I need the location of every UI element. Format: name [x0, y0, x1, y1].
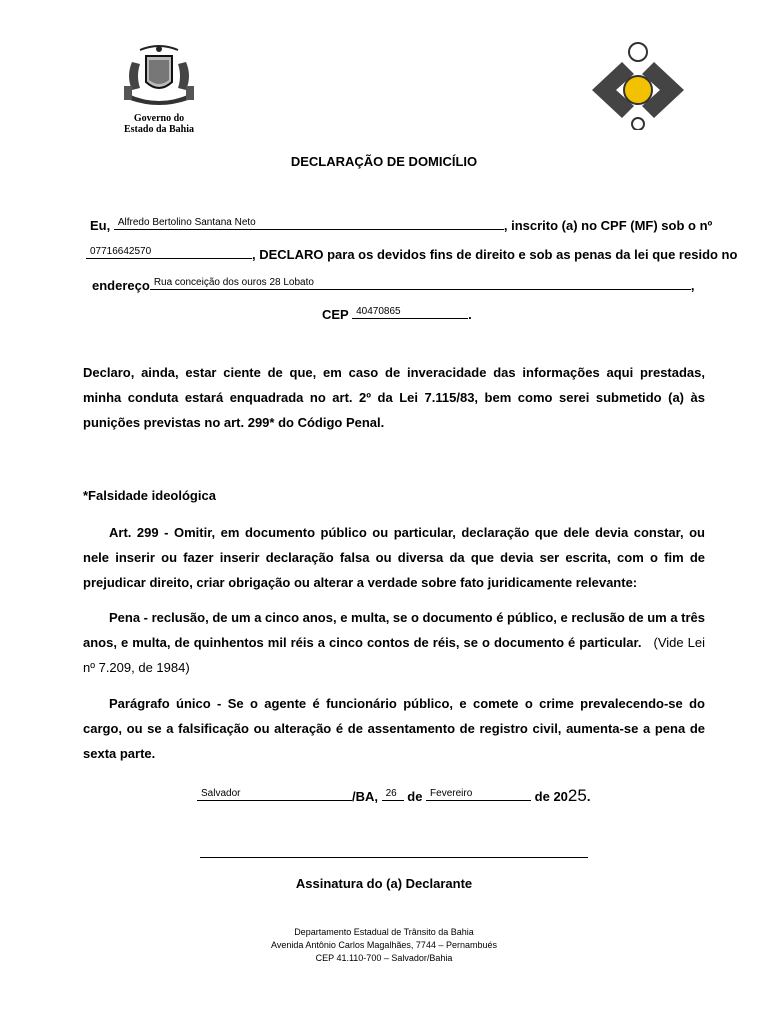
- coat-of-arms-icon: [118, 42, 200, 108]
- endereco-label: endereço: [92, 278, 150, 293]
- document-title: DECLARAÇÃO DE DOMICÍLIO: [290, 154, 478, 169]
- art299-paragraph: [83, 520, 705, 595]
- art299-text: Art. 299 - Omitir, em documento público ou particular, declaração que dele devia constar, ou nele inserir ou fazer inserir declaração falsa ou diversa da que devia ser escrita, com o fim de prejudicar direito, criar obrigação ou alterar a verdade sobre fato juridicamente relevante:: [83, 525, 705, 590]
- cpf-line: [86, 246, 737, 262]
- footer-line1: Departamento Estadual de Trânsito da Bahia: [294, 927, 474, 937]
- gov-name-line1: Governo do: [133, 113, 185, 124]
- month-field[interactable]: Fevereiro: [426, 788, 531, 801]
- cep-line: [322, 306, 472, 322]
- declaro-text: , DECLARO para os devidos fins de direito e sob as penas da lei que resido no: [252, 247, 738, 262]
- eu-label: Eu,: [90, 218, 111, 233]
- declaration-paragraph: Declaro, ainda, estar ciente de que, em caso de inveracidade das informações aqui prestadas, minha conduta estará enquadrada no art. 2º da Lei 7.115/83, bem como serei submetido (a) às punições previstas no art. 299* do Código Penal.: [83, 365, 705, 430]
- date-end: .: [586, 789, 591, 804]
- cpf-field[interactable]: 07716642570: [86, 246, 252, 259]
- year-suffix-field[interactable]: 25: [567, 786, 587, 805]
- name-line: [90, 217, 712, 233]
- footer-line2: Avenida Antônio Carlos Magalhães, 7744 – Pernambués: [271, 940, 497, 950]
- address-end: ,: [690, 278, 695, 293]
- city-field[interactable]: Salvador: [197, 788, 352, 801]
- gov-name-line2: Estado da Bahia: [123, 124, 195, 135]
- vide-lei-link[interactable]: (Vide Lei nº 7.209, de 1984): [83, 635, 705, 675]
- name-field[interactable]: Alfredo Bertolino Santana Neto: [114, 217, 504, 230]
- cpf-label: , inscrito (a) no CPF (MF) sob o nº: [503, 218, 713, 233]
- de-label-1: de: [407, 789, 423, 804]
- address-field[interactable]: Rua conceição dos ouros 28 Lobato: [150, 277, 691, 290]
- pena-text: Pena - reclusão, de um a cinco anos, e multa, se o documento é público, e reclusão de um a três anos, e multa, de quinhentos mil réis a cinco contos de réis, se o documento é particular.: [83, 610, 706, 650]
- state-text: /BA,: [352, 789, 378, 804]
- signature-label: Assinatura do (a) Declarante: [295, 876, 473, 891]
- bahia-coat-of-arms-logo: [118, 42, 200, 135]
- signature-line[interactable]: [200, 857, 588, 858]
- detran-logo: [592, 40, 684, 130]
- day-field[interactable]: 26: [382, 788, 404, 801]
- paragrafo-paragraph: [83, 691, 705, 766]
- pena-paragraph: [83, 605, 705, 680]
- footer-address: [0, 926, 768, 965]
- detran-diamond-icon: [592, 40, 684, 130]
- cep-end: .: [468, 307, 472, 322]
- cep-field[interactable]: 40470865: [352, 306, 468, 319]
- paragrafo-text: Parágrafo único - Se o agente é funcionário público, e comete o crime prevalecendo-se do cargo, ou se a falsificação ou alteração é de assentamento de registro civil, aumenta-se a pena de sexta parte.: [83, 696, 705, 761]
- de-label-2: de 20: [534, 789, 568, 804]
- date-line: [197, 786, 590, 806]
- falsidade-heading: *Falsidade ideológica: [83, 488, 216, 503]
- footer-line3: CEP 41.110-700 – Salvador/Bahia: [315, 953, 453, 963]
- address-line: [92, 277, 694, 293]
- cep-label: CEP: [322, 307, 349, 322]
